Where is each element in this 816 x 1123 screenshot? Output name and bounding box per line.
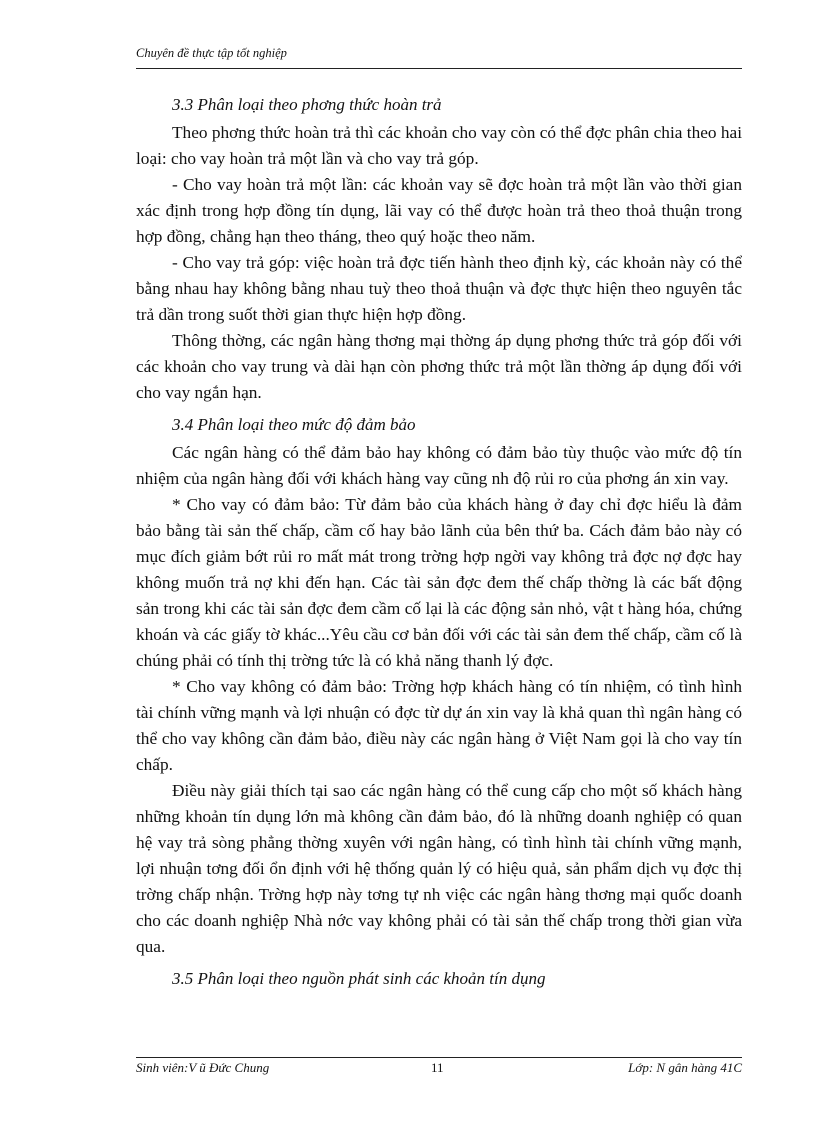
page-number: 11 (431, 1060, 444, 1075)
page-header: Chuyên đề thực tập tốt nghiệp (136, 46, 287, 60)
page-body (136, 92, 742, 994)
paragraph: Theo phơng thức hoàn trả thì các khoản cho vay còn có thể đợc phân chia theo hai loại: cho vay hoàn trả một lần và cho vay trả góp. (136, 123, 742, 168)
paragraph: - Cho vay trả góp: việc hoàn trả đợc tiến hành theo định kỳ, các khoản này có thể bằng nhau hay không bằng nhau tuỳ theo thoả thuận và đợc thực hiện theo nguyên tắc trả dần trong suốt thời gian thực hiện hợp đồng. (136, 253, 742, 324)
paragraph: Thông thờng, các ngân hàng thơng mại thờng áp dụng phơng thức trả góp đối với các khoản cho vay trung và dài hạn còn phơng thức trả một lần thờng áp dụng đối với cho vay ngắn hạn. (136, 331, 742, 402)
paragraph: Điều này giải thích tại sao các ngân hàng có thể cung cấp cho một số khách hàng những khoản tín dụng lớn mà không cần đảm bảo, đó là những doanh nghiệp có quan hệ vay trả sòng phẳng thờng xuyên với ngân hàng, có tình hình tài chính vững mạnh, lợi nhuận tơng đối ổn định với hệ thống quản lý có hiệu quả, sản phẩm dịch vụ đợc thị trờng chấp nhận. Trờng hợp này tơng tự nh việc các ngân hàng thơng mại quốc doanh cho các doanh nghiệp Nhà nớc vay không phải có tài sản thế chấp trong thời gian vừa qua. (136, 781, 742, 956)
footer-student: Sinh viên:V ũ Đức Chung (136, 1060, 270, 1075)
footer-divider (136, 1057, 742, 1058)
paragraph: * Cho vay không có đảm bảo: Trờng hợp khách hàng có tín nhiệm, có tình hình tài chính vững mạnh và lợi nhuận có đợc từ dự án xin vay là khả quan thì ngân hàng có thể cho vay không cần đảm bảo, điều này các ngân hàng ở Việt Nam gọi là cho vay tín chấp. (136, 677, 742, 774)
section-heading-3-3: 3.3 Phân loại theo phơng thức hoàn trả (172, 95, 442, 114)
section-heading-3-5: 3.5 Phân loại theo nguồn phát sinh các khoản tín dụng (172, 969, 546, 988)
header-divider (136, 68, 742, 69)
footer-class: Lớp: N gân hàng 41C (628, 1060, 742, 1075)
paragraph: * Cho vay có đảm bảo: Từ đảm bảo của khách hàng ở đay chỉ đợc hiểu là đảm bảo bằng tài sản thế chấp, cầm cố hay bảo lãnh của bên thứ ba. Cách đảm bảo này có mục đích giảm bớt rủi ro mất mát trong trờng hợp ngời vay không trả đợc nợ đợc hay không muốn trả nợ khi đến hạn. Các tài sản đợc đem thế chấp thờng là các bất động sản trong khi các tài sản đợc đem cầm cố lại là các động sản nhỏ, vật t hàng hóa, chứng khoán và các giấy tờ khác...Yêu cầu cơ bản đối với các tài sản đem thế chấp, cầm cố là chúng phải có tính thị trờng tức là có khả năng thanh lý đợc. (136, 495, 742, 670)
page-footer (136, 1060, 742, 1078)
section-heading-3-4: 3.4 Phân loại theo mức độ đảm bảo (172, 415, 416, 434)
paragraph: Các ngân hàng có thể đảm bảo hay không có đảm bảo tùy thuộc vào mức độ tín nhiệm của ngân hàng đối với khách hàng vay cũng nh độ rủi ro của phơng án xin vay. (136, 443, 742, 488)
paragraph: - Cho vay hoàn trả một lần: các khoản vay sẽ đợc hoàn trả một lần vào thời gian xác định trong hợp đồng tín dụng, lãi vay có thể được hoàn trả theo thoả thuận trong hợp đồng, chẳng hạn theo tháng, theo quý hoặc theo năm. (136, 175, 742, 246)
